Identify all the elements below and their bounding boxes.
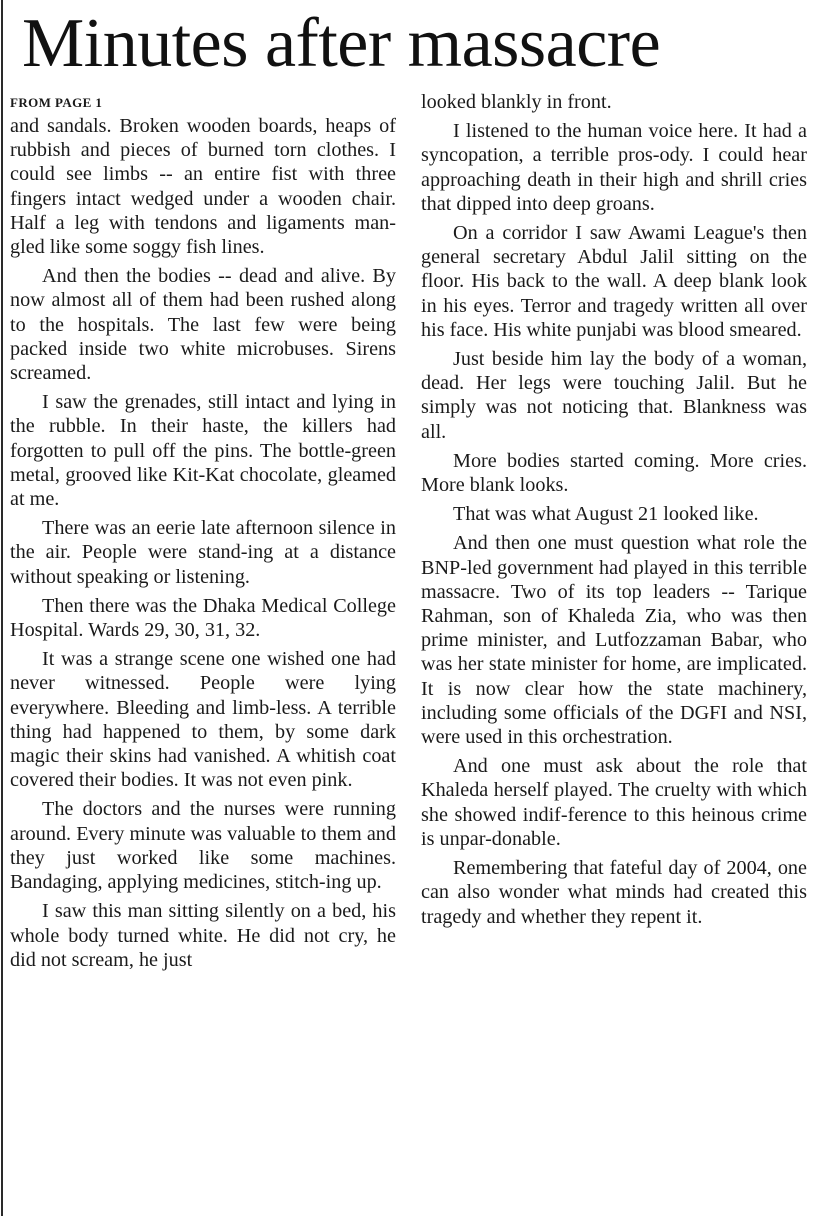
paragraph: and sandals. Broken wooden boards, heaps of rubbish and pieces of burned torn clothes. I could see limbs -- an entire fist with three fingers intact wedged under a wooden chair. Half a leg with tendons and ligaments man-gled like some soggy fish lines. <box>10 115 396 259</box>
paragraph: There was an eerie late afternoon silence in the air. People were stand-ing at a distance without speaking or listening. <box>10 517 396 588</box>
paragraph: Just beside him lay the body of a woman, dead. Her legs were touching Jalil. But he simply was not noticing that. Blankness was all. <box>421 348 807 443</box>
paragraph: Then there was the Dhaka Medical College Hospital. Wards 29, 30, 31, 32. <box>10 594 396 642</box>
paragraph: That was what August 21 looked like. <box>453 503 759 526</box>
paragraph: I saw this man sitting silently on a bed, his whole body turned white. He did not cry, he did not scream, he just <box>10 900 396 971</box>
paragraph: I saw the grenades, still intact and lying in the rubble. In their haste, the killers had forgotten to pull off the pins. The bottle-green metal, grooved like Kit-Kat chocolate, gleamed at me. <box>10 391 396 511</box>
paragraph: More bodies started coming. More cries. More blank looks. <box>421 449 807 497</box>
paragraph: And then one must question what role the BNP-led government had played in this terrible massacre. Two of its top leaders -- Tarique Rahman, son of Khaleda Zia, who was then prime minister, and Lutfozzaman Babar, who was her state minister for home, are implicated. It is now clear how the state machinery, including some officials of the DGFI and NSI, were used in this orchestration. <box>421 532 807 749</box>
paragraph: And then the bodies -- dead and alive. By now almost all of them had been rushed along to the hospitals. The last few were being packed inside two white microbuses. Sirens screamed. <box>10 265 396 385</box>
right-column <box>421 90 807 1210</box>
paragraph: Remembering that fateful day of 2004, one can also wonder what minds had created this tragedy and whether they repent it. <box>421 857 807 928</box>
paragraph: I listened to the human voice here. It had a syncopation, a terrible pros-ody. I could hear approaching death in their high and shrill cries that dipped into deep groans. <box>421 120 807 215</box>
paragraph: The doctors and the nurses were running around. Every minute was valuable to them and they just worked like some machines. Bandaging, applying medicines, stitch-ing up. <box>10 798 396 894</box>
paragraph: It was a strange scene one wished one had never witnessed. People were lying everywhere. Bleeding and limb-less. A terrible thing had happened to them, by some dark magic their skins had vanished. A whitish coat covered their bodies. It was not even pink. <box>10 648 396 792</box>
left-column <box>10 90 396 1210</box>
paragraph: looked blankly in front. <box>421 91 612 113</box>
page-border-rule <box>1 0 3 1216</box>
paragraph: And one must ask about the role that Khaleda herself played. The cruelty with which she showed indif-ference to this heinous crime is unpar-donable. <box>421 755 807 850</box>
headline: Minutes after massacre <box>22 5 661 82</box>
paragraph: On a corridor I saw Awami League's then general secretary Abdul Jalil sitting on the floor. His back to the wall. A deep blank look in his eyes. Terror and tragedy written all over his face. His white punjabi was blood smeared. <box>421 222 807 341</box>
continuation-kicker: FROM PAGE 1 <box>10 95 103 110</box>
